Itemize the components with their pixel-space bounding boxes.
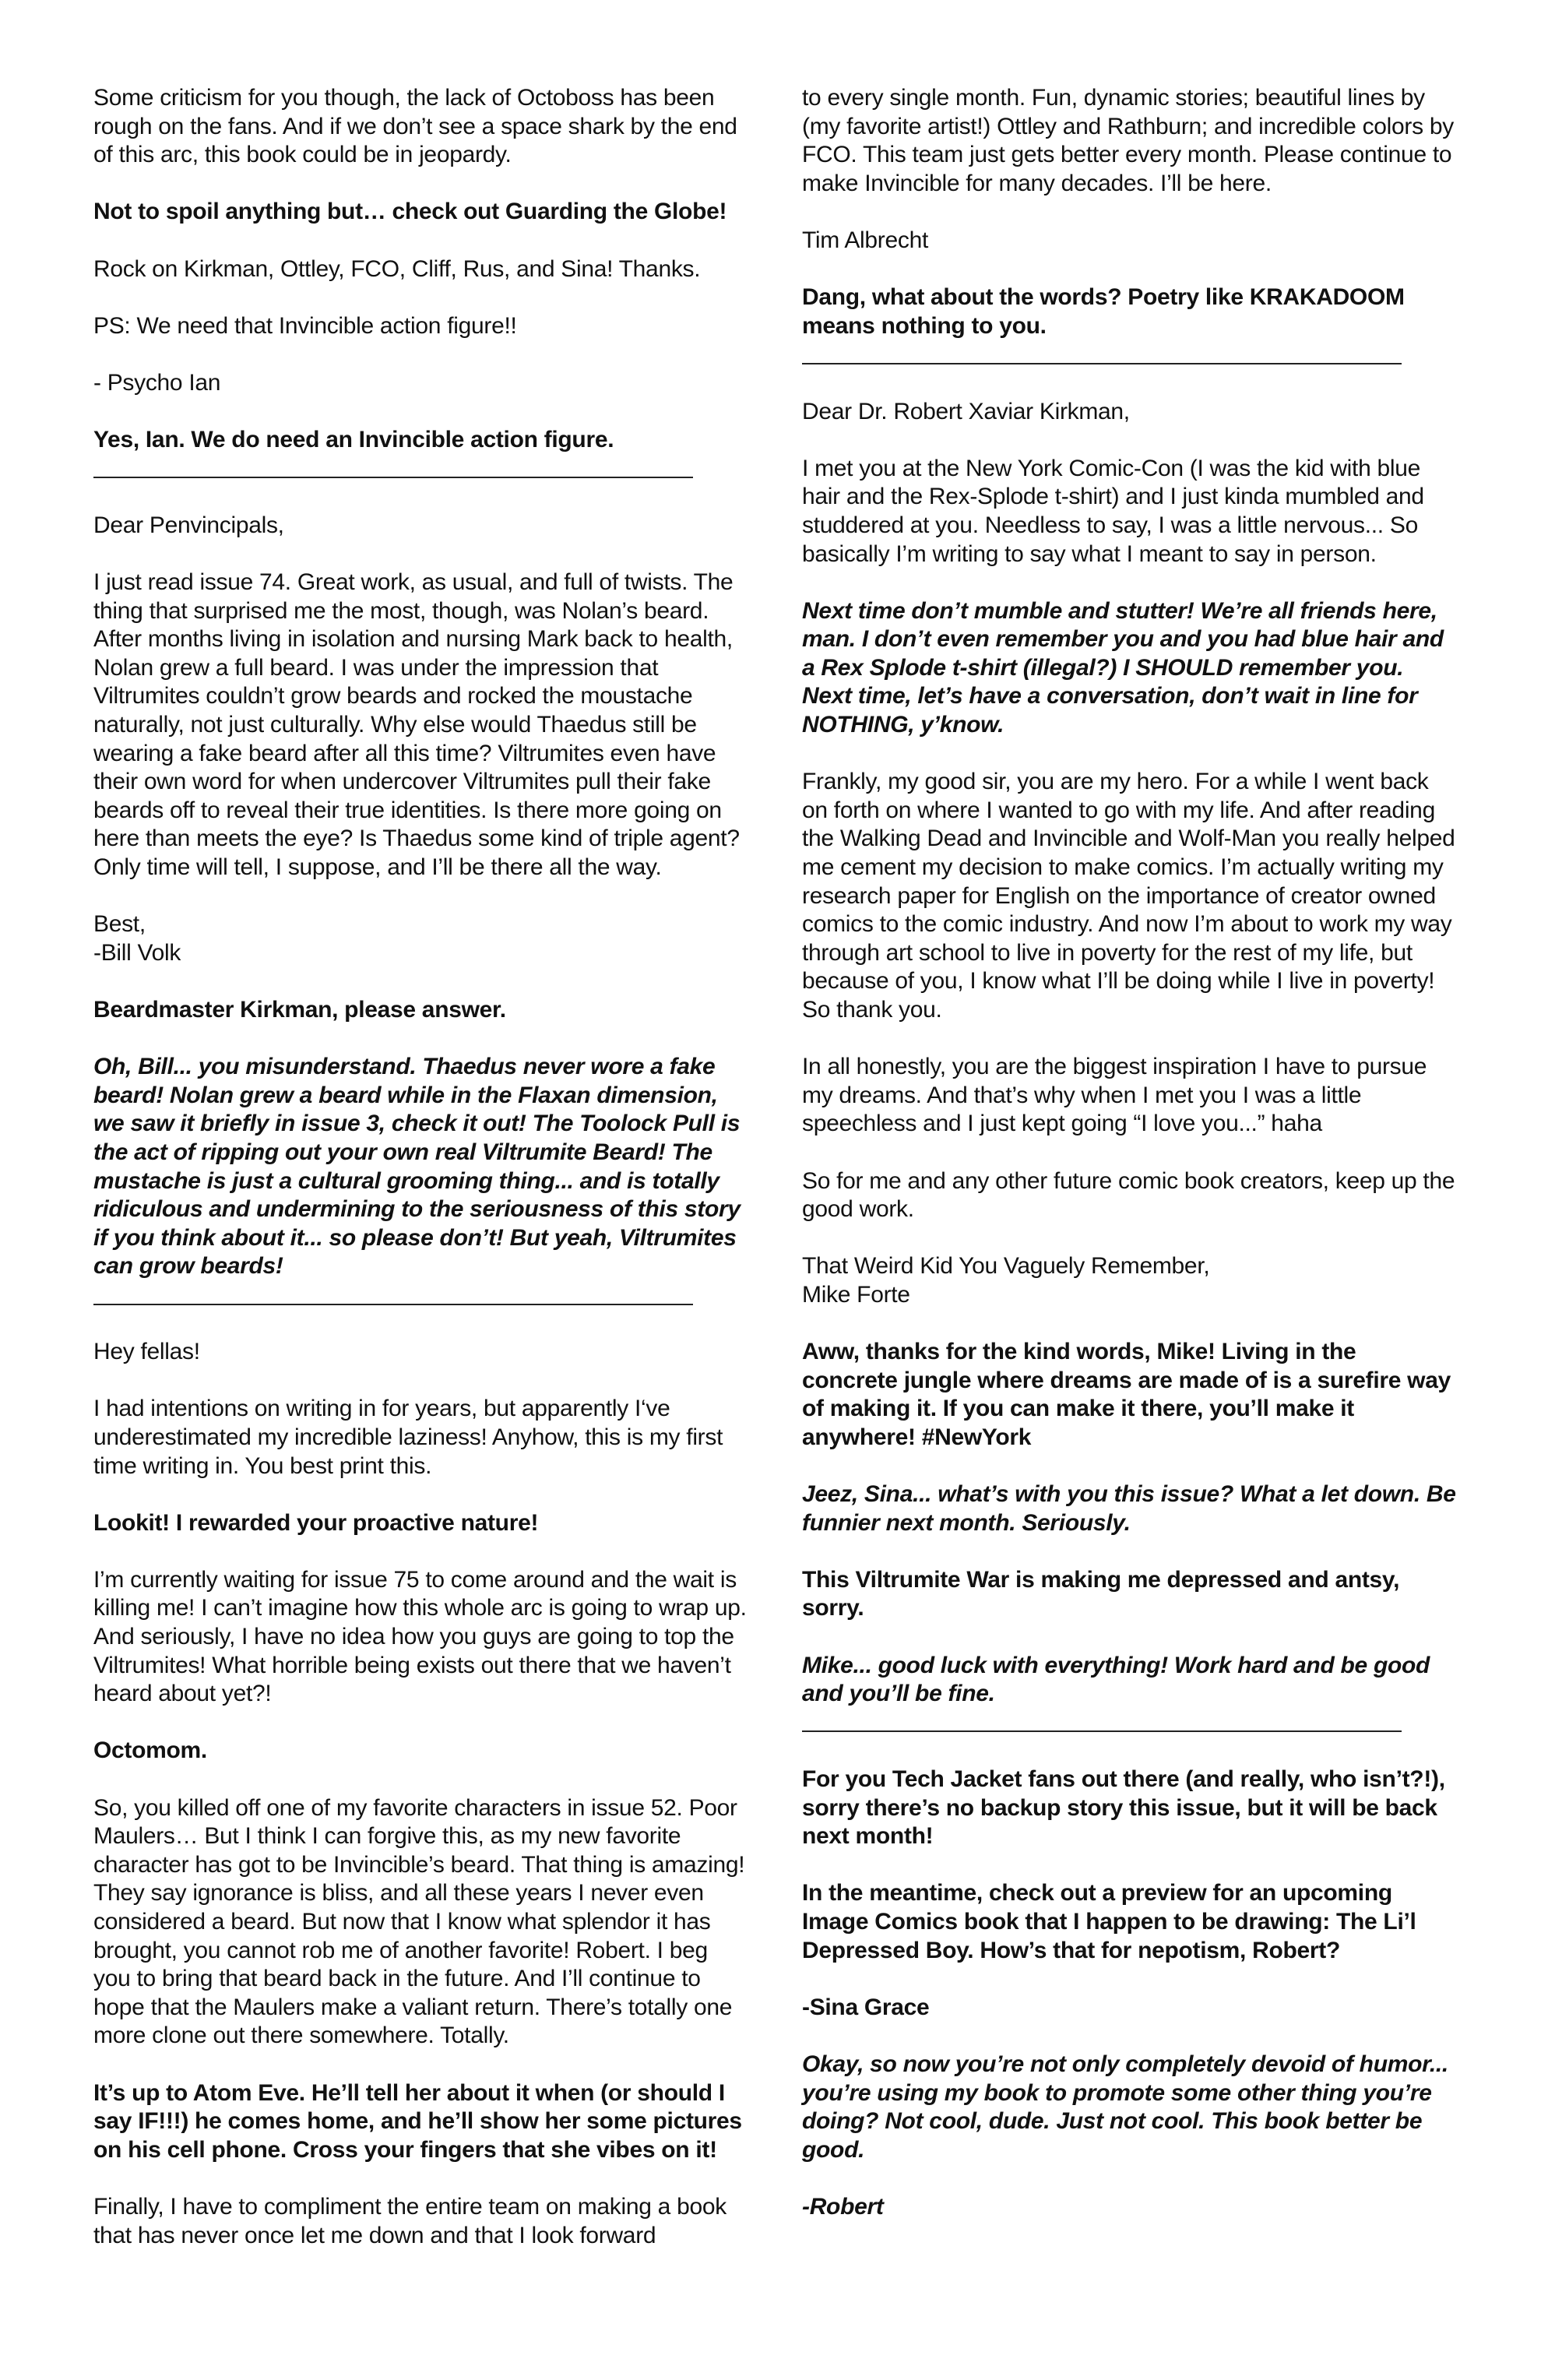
letter-paragraph: Frankly, my good sir, you are my hero. For a while I went back on forth on where I wanted to go with my life. And after reading the Walking Dead and Invincible and Wolf-Man you really helped me cement my decision to make comics. I’m actually writing my research paper for English on the importance of creator owned comics to the comic industry. And now I’m about to work my way through art school to live in poverty for the rest of my life, but because of you, I know what I’ll be doing while I live in poverty! So thank you. <box>802 769 1455 1023</box>
section-divider <box>93 455 748 484</box>
letter-paragraph: Finally, I have to compliment the entire team on making a book that has never once let me down and that I look forward <box>93 2193 727 2248</box>
letter-paragraph: In all honestly, you are the biggest inspiration I have to pursue my dreams. And that’s why when I met you I was a little speechless and I just kept going “I love you...” haha <box>802 1054 1427 1137</box>
letter-paragraph: Tim Albrecht <box>802 227 929 253</box>
reply-paragraph: Octomom. <box>93 1737 207 1764</box>
reply-paragraph: -Robert <box>802 2193 884 2220</box>
reply-paragraph: Not to spoil anything but… check out Guarding the Globe! <box>93 199 727 225</box>
reply-paragraph: Aww, thanks for the kind words, Mike! Living in the concrete jungle where dreams are made of is a surefire way of making it. If you can make it there, you’ll make it anywhere! #NewYork <box>802 1339 1451 1450</box>
letter-paragraph: That Weird Kid You Vaguely Remember, Mike Forte <box>802 1253 1210 1308</box>
letter-paragraph: to every single month. Fun, dynamic stories; beautiful lines by (my favorite artist!) Ottley and Rathburn; and incredible colors by FCO. This team just gets better every month. Please continue to make Invincible for many decades. I’ll be here. <box>802 85 1454 196</box>
reply-paragraph: -Sina Grace <box>802 1994 930 2020</box>
reply-paragraph: Dang, what about the words? Poetry like KRAKADOOM means nothing to you. <box>802 284 1405 339</box>
reply-paragraph: Yes, Ian. We do need an Invincible action figure. <box>93 427 614 453</box>
letter-paragraph: Dear Dr. Robert Xaviar Kirkman, <box>802 398 1130 424</box>
reply-paragraph: For you Tech Jacket fans out there (and really, who isn’t?!), sorry there’s no backup story this issue, but it will be back next month! <box>802 1766 1445 1850</box>
reply-paragraph: Beardmaster Kirkman, please answer. <box>93 997 506 1023</box>
letter-paragraph: Rock on Kirkman, Ottley, FCO, Cliff, Rus, and Sina! Thanks. <box>93 255 701 282</box>
reply-paragraph: Lookit! I rewarded your proactive nature! <box>93 1509 539 1536</box>
reply-paragraph: Mike... good luck with everything! Work hard and be good and you’ll be fine. <box>802 1652 1430 1707</box>
letter-paragraph: Some criticism for you though, the lack of Octoboss has been rough on the fans. And if we don’t see a space shark by the end of this arc, this book could be in jeopardy. <box>93 85 737 168</box>
letter-paragraph: I just read issue 74. Great work, as usual, and full of twists. The thing that surprised me the most, though, was Nolan’s beard. After months living in isolation and nursing Mark back to health, Nolan grew a full beard. I was under the impression that Viltrumites couldn’t grow beards and rocked the moustache naturally, not just culturally. Why else would Thaedus still be wearing a fake beard after all this time? Viltrumites even have their own word for when undercover Viltrumites pull their fake beards off to reveal their true identities. Is there more going on here than meets the eye? Is Thaedus some kind of triple agent? Only time will tell, I suppose, and I’ll be there all the way. <box>93 569 740 881</box>
letter-paragraph: PS: We need that Invincible action figure!! <box>93 312 517 339</box>
letter-paragraph: I’m currently waiting for issue 75 to come around and the wait is killing me! I can’t imagine how this whole arc is going to wrap up. And seriously, I have no idea how you guys are going to top the Viltrumites! What horrible being exists out there that we haven’t heard about yet?! <box>93 1566 747 1707</box>
reply-paragraph: Oh, Bill... you misunderstand. Thaedus never wore a fake beard! Nolan grew a beard while in the Flaxan dimension, we saw it briefly in issue 3, check it out! The Toolock Pull is the act of ripping out your own real Viltrumite Beard! The mustache is just a cultural grooming thing... and is totally ridiculous and undermining to the seriousness of this story if you think about it... so please don’t! But yeah, Viltrumites can grow beards! <box>93 1054 741 1280</box>
letter-paragraph: Hey fellas! <box>93 1339 200 1365</box>
reply-paragraph: It’s up to Atom Eve. He’ll tell her about it when (or should I say IF!!!) he comes home, and he’ll show her some pictures on his cell phone. Cross your fingers that she vibes on it! <box>93 2079 742 2163</box>
letter-paragraph: Best, -Bill Volk <box>93 911 181 966</box>
letter-paragraph: I had intentions on writing in for years, but apparently I‘ve underestimated my incredible laziness! Anyhow, this is my first time writing in. You best print this. <box>93 1396 723 1479</box>
letter-paragraph: So for me and any other future comic book creators, keep up the good work. <box>802 1167 1455 1223</box>
section-divider <box>802 340 1456 369</box>
section-divider <box>93 1281 748 1310</box>
reply-paragraph: Okay, so now you’re not only completely devoid of humor... you’re using my book to promote some other thing you’re doing? Not cool, dude. Just not cool. This book better be good. <box>802 2051 1448 2163</box>
reply-paragraph: This Viltrumite War is making me depressed and antsy, sorry. <box>802 1566 1400 1621</box>
letter-paragraph: I met you at the New York Comic-Con (I was the kid with blue hair and the Rex-Splode t-shirt) and I just kinda mumbled and studdered at you. Needless to say, I was a little nervous... So basically I’m writing to say what I meant to say in person. <box>802 455 1424 567</box>
letter-paragraph: So, you killed off one of my favorite characters in issue 52. Poor Maulers… But I think I can forgive this, as my new favorite character has got to be Invincible’s beard. That thing is amazing! They say ignorance is bliss, and all these years I never even considered a beard. But now that I know what splendor it has brought, you cannot rob me of another favorite! Robert. I beg you to bring that beard back in the future. And I’ll continue to hope that the Maulers make a valiant return. There’s totally one more clone out there somewhere. Totally. <box>93 1794 745 2049</box>
letter-paragraph: Dear Penvincipals, <box>93 512 284 538</box>
letters-column-left <box>93 84 748 2250</box>
letter-paragraph: - Psycho Ian <box>93 369 221 396</box>
reply-paragraph: Next time don’t mumble and stutter! We’re all friends here, man. I don’t even remember you and you had blue hair and a Rex Splode t-shirt (illegal?) I SHOULD remember you. Next time, let’s have a conversation, don’t wait in line for NOTHING, y’know. <box>802 597 1444 738</box>
reply-paragraph: Jeez, Sina... what’s with you this issue? What a let down. Be funnier next month. Seriously. <box>802 1481 1456 1536</box>
section-divider <box>802 1709 1456 1737</box>
reply-paragraph: In the meantime, check out a preview for an upcoming Image Comics book that I happen to be drawing: The Li’l Depressed Boy. How’s that for nepotism, Robert? <box>802 1880 1416 1963</box>
letters-column-right <box>802 84 1456 2222</box>
